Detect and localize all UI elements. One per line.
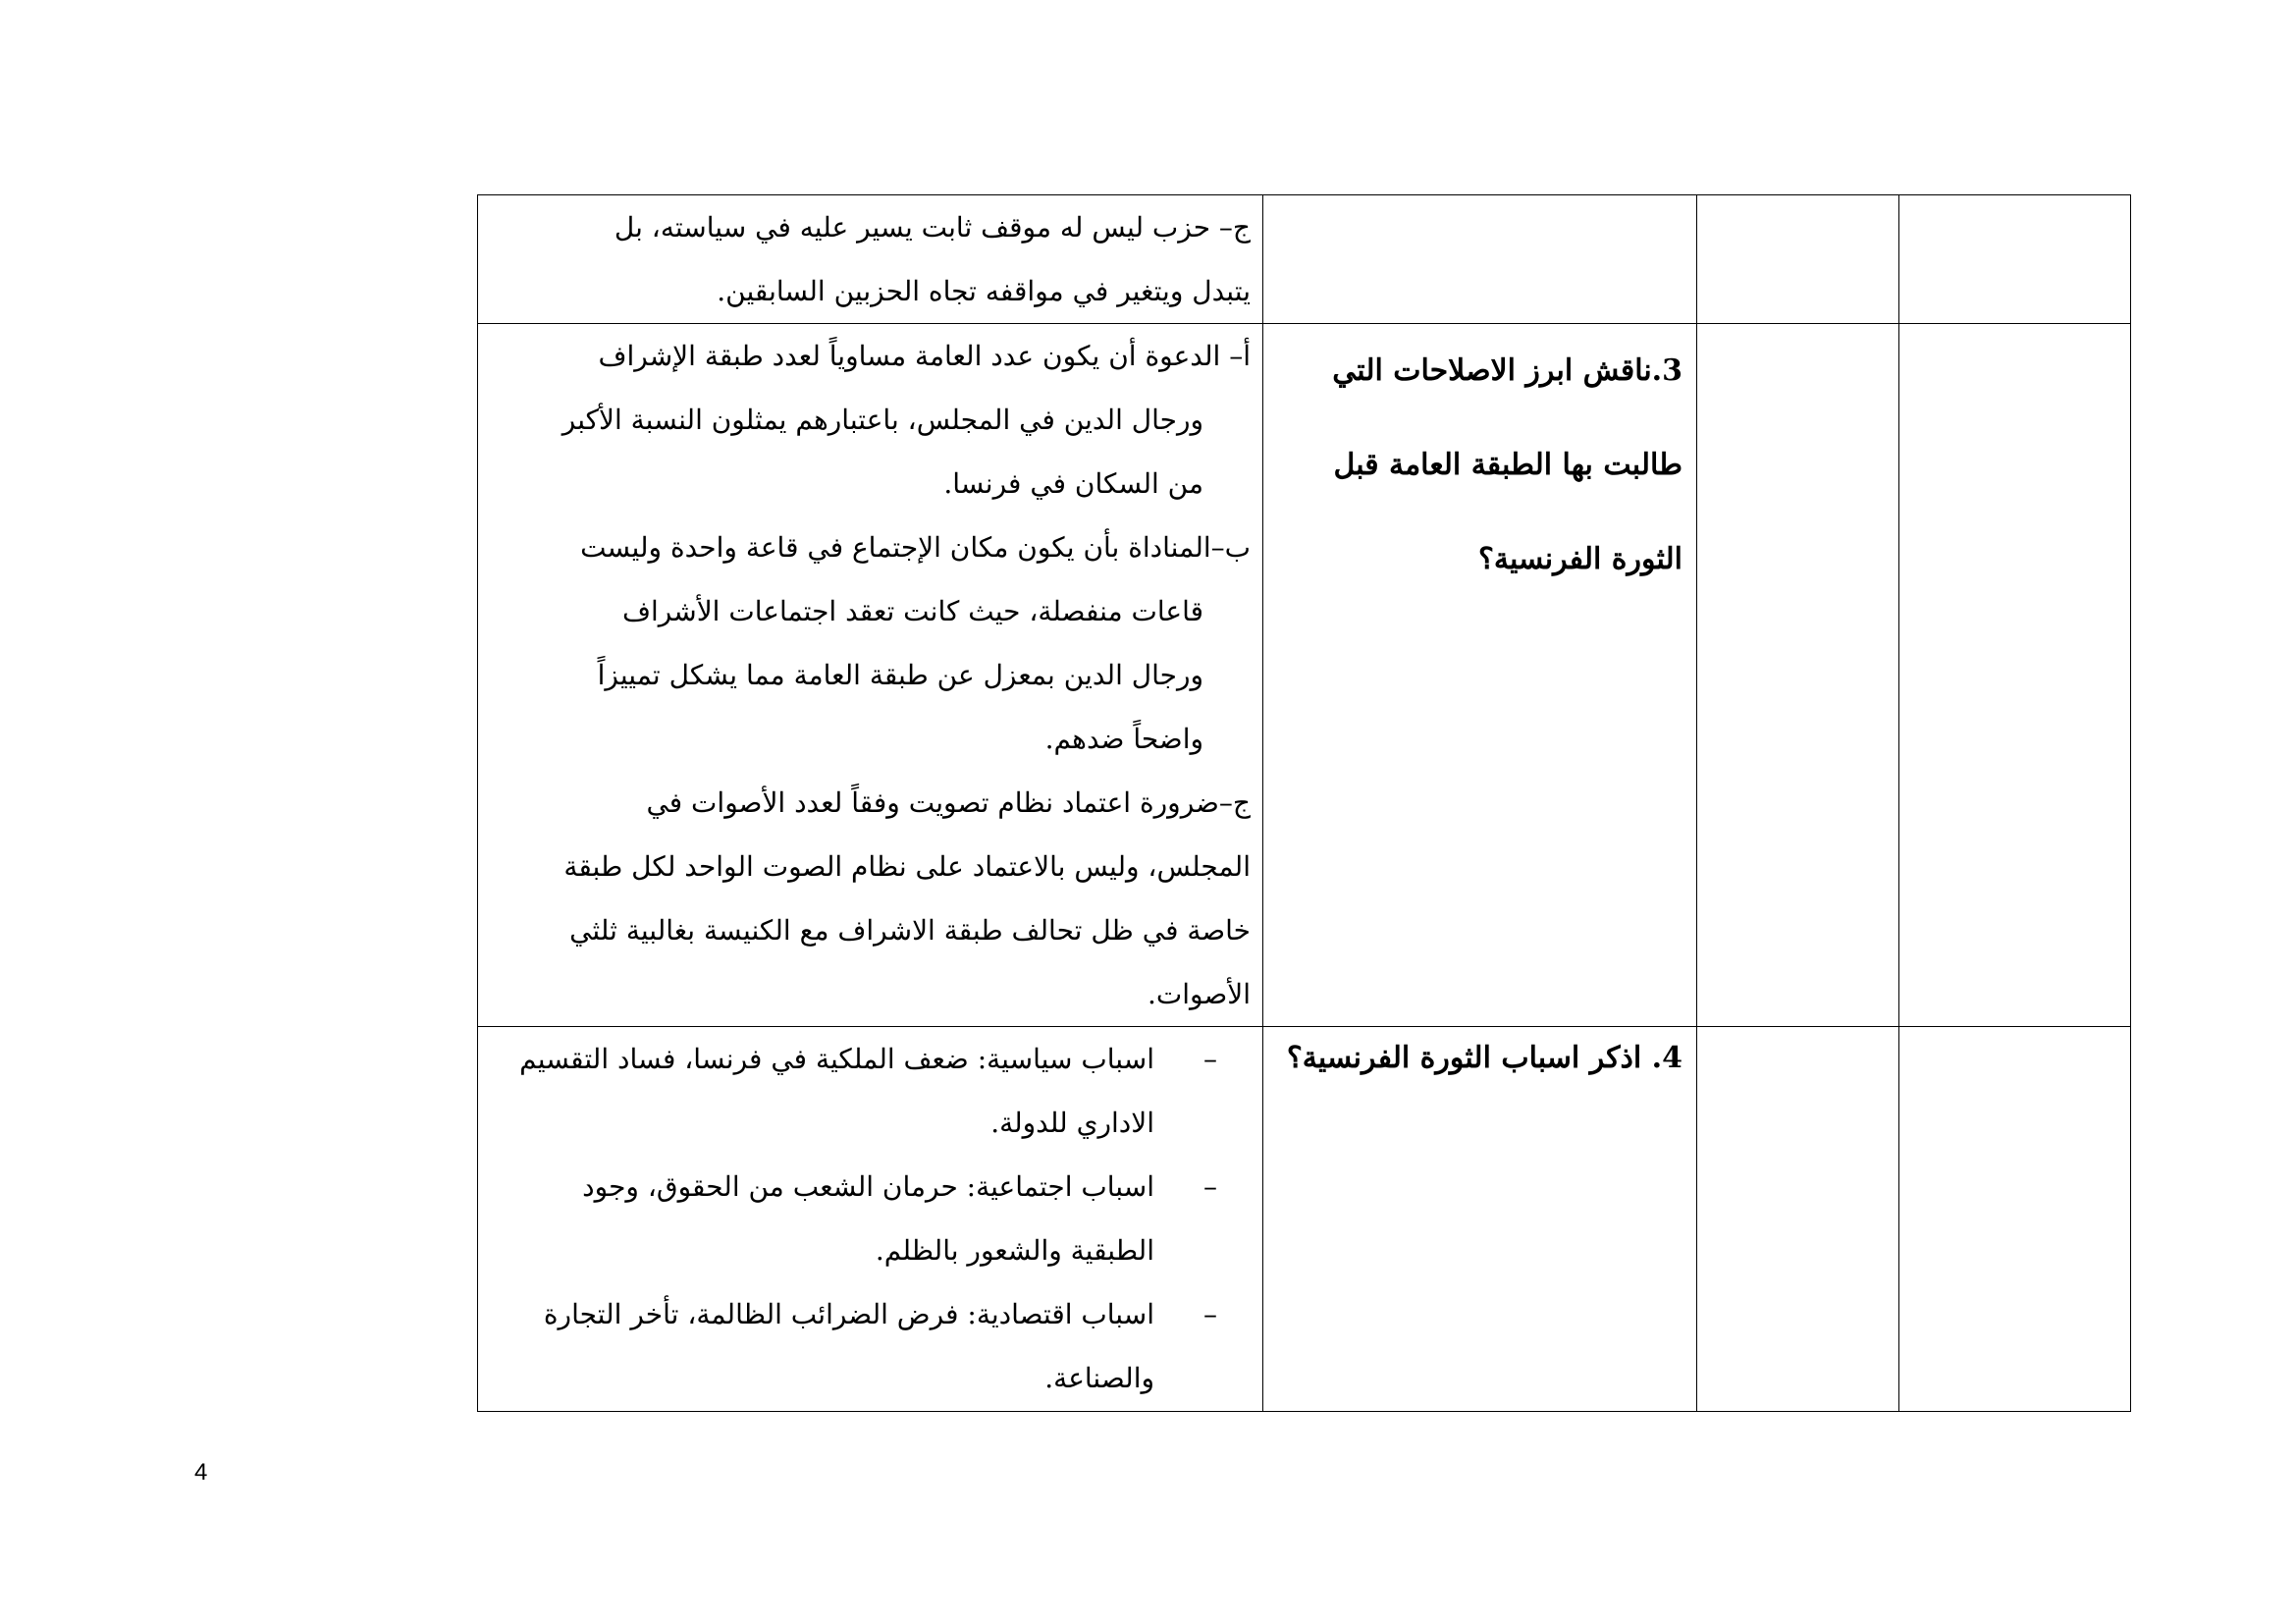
answer-line: الأصوات.: [1147, 978, 1251, 1010]
list-item: [490, 1027, 1251, 1091]
empty-cell: [1697, 1027, 1899, 1412]
empty-cell: [1899, 195, 2131, 324]
answer-line: اسباب اجتماعية: حرمان الشعب من الحقوق، وجود: [582, 1170, 1154, 1203]
answer-line: من السكان في فرنسا.: [943, 467, 1203, 500]
empty-cell: [1899, 324, 2131, 1027]
answer-line: اسباب سياسية: ضعف الملكية في فرنسا، فساد التقسيم: [519, 1043, 1154, 1075]
answer-line: ورجال الدين بمعزل عن طبقة العامة مما يشكل تمييزاً: [597, 659, 1203, 691]
table-row: [478, 1027, 2131, 1412]
question-cell: [1263, 1027, 1697, 1412]
answer-line: ب–المناداة بأن يكون مكان الإجتماع في قاعة واحدة وليست: [580, 531, 1251, 564]
answer-line: قاعات منفصلة، حيث كانت تعقد اجتماعات الأشراف: [621, 595, 1203, 627]
answer-line: أ– الدعوة أن يكون عدد العامة مساوياً لعدد طبقة الإشراف: [598, 340, 1251, 372]
question-cell: [1263, 195, 1697, 324]
answer-line: يتبدل ويتغير في مواقفه تجاه الحزبين السابقين.: [717, 275, 1251, 307]
answer-cell: [478, 195, 1263, 324]
table-row: [478, 324, 2131, 1027]
question-line: 3.ناقش ابرز الاصلاحات التي: [1332, 353, 1682, 388]
list-item: [490, 1155, 1251, 1218]
answer-line: الاداري للدولة.: [990, 1107, 1154, 1139]
bullet-dash: –: [1203, 1043, 1217, 1075]
answer-line: ج– حزب ليس له موقف ثابت يسير عليه في سياسته، بل: [614, 211, 1251, 244]
empty-cell: [1697, 324, 1899, 1027]
answer-cell: [478, 324, 1263, 1027]
empty-cell: [1697, 195, 1899, 324]
answer-table: [477, 194, 2131, 1412]
answer-line: الطبقية والشعور بالظلم.: [875, 1234, 1154, 1267]
answer-line: واضحاً ضدهم.: [1044, 723, 1203, 755]
answer-line: ج–ضرورة اعتماد نظام تصويت وفقاً لعدد الأصوات في: [646, 786, 1251, 819]
answer-line: ورجال الدين في المجلس، باعتبارهم يمثلون النسبة الأكبر: [561, 404, 1203, 436]
question-line: طالبت بها الطبقة العامة قبل: [1333, 448, 1682, 482]
question-cell: [1263, 324, 1697, 1027]
question-line: الثورة الفرنسية؟: [1477, 542, 1682, 576]
answer-cell: [478, 1027, 1263, 1412]
answer-line: خاصة في ظل تحالف طبقة الاشراف مع الكنيسة بغالبية ثلثي: [569, 914, 1251, 947]
question-line: 4. اذكر اسباب الثورة الفرنسية؟: [1286, 1041, 1682, 1075]
table-row: [478, 195, 2131, 324]
answer-line: اسباب اقتصادية: فرض الضرائب الظالمة، تأخر التجارة: [543, 1298, 1154, 1330]
empty-cell: [1899, 1027, 2131, 1412]
bullet-dash: –: [1203, 1298, 1217, 1330]
page-number: 4: [194, 1459, 208, 1486]
answer-line: والصناعة.: [1044, 1362, 1154, 1394]
bullet-dash: –: [1203, 1170, 1217, 1203]
answer-line: المجلس، وليس بالاعتماد على نظام الصوت الواحد لكل طبقة: [563, 850, 1251, 883]
list-item: [490, 1282, 1251, 1346]
